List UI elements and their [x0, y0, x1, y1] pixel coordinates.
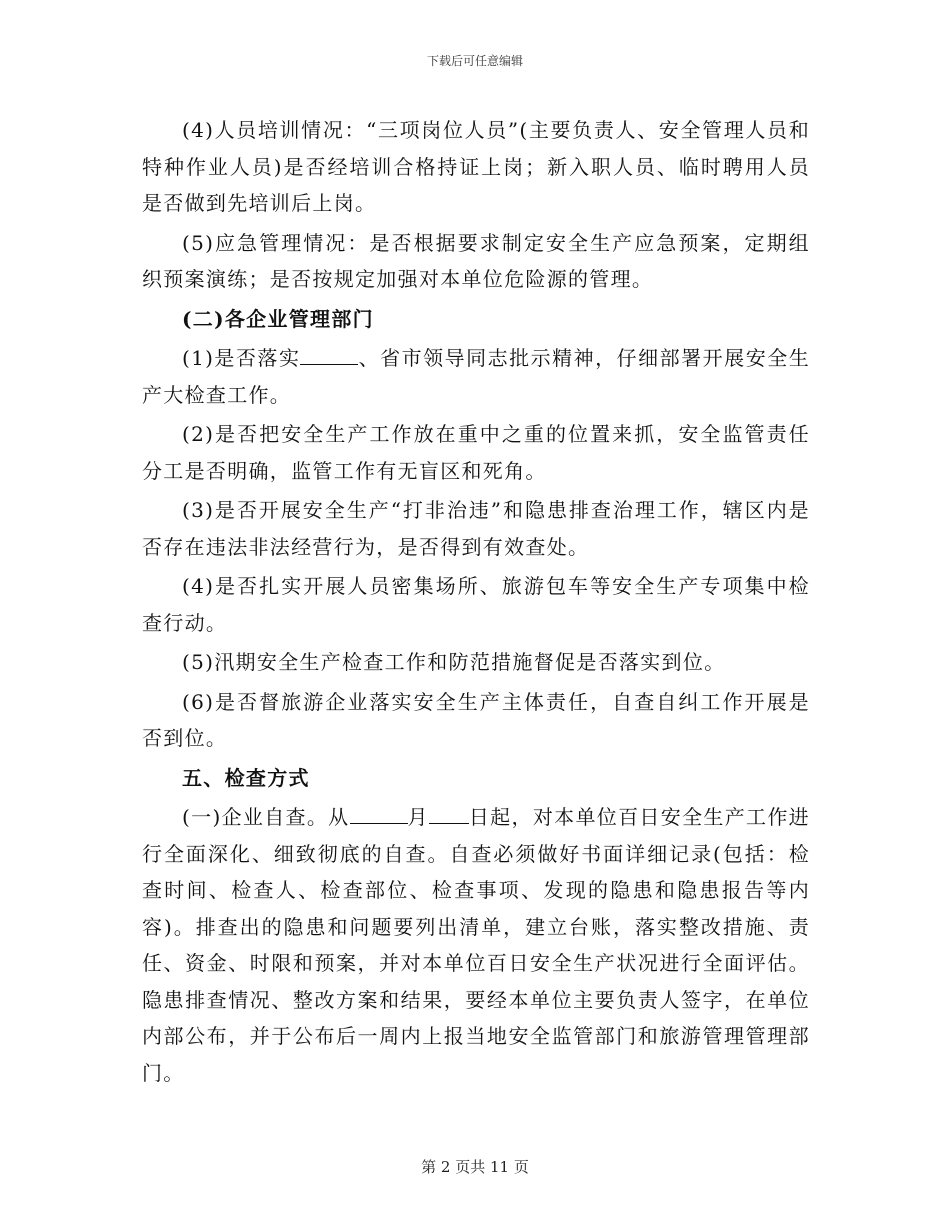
paragraph-dept-4: (4)是否扎实开展人员密集场所、旅游包车等安全生产专项集中检查行动。: [142, 574, 810, 635]
paragraph-dept-2: (2)是否把安全生产工作放在重中之重的位置来抓，安全监管责任分工是否明确，监管工作有无盲区和死角。: [142, 422, 810, 483]
paragraph-self-check: (一)企业自查。从 月 日起，对本单位百日安全生产工作进行全面深化、细致彻底的自查。自查必须做好书面详细记录(包括：检查时间、检查人、检查部位、检查事项、发现的隐患和隐患报告等内容)。排查出的隐患和问题要列出清单，建立台账，落实整改措施、责任、资金、时限和预案，并对本单位百日安全生产状况进行全面评估。隐患排查情况、整改方案和结果，要经本单位主要负责人签字，在单位内部公布，并于公布后一周内上报当地安全监管部门和旅游管理管理部门。: [142, 799, 810, 1091]
page-header: 下载后可任意编辑: [426, 54, 523, 68]
paragraph-dept-1: (1)是否落实 、省市领导同志批示精神，仔细部署开展安全生产大检查工作。: [142, 340, 810, 413]
paragraph-dept-5: (5)汛期安全生产检查工作和防范措施督促是否落实到位。: [182, 650, 726, 674]
paragraph-training: (4)人员培训情况：“三项岗位人员”(主要负责人、安全管理人员和特种作业人员)是否经培训合格持证上岗；新入职人员、临时聘用人员是否做到先培训后上岗。: [142, 118, 810, 215]
blank-line: [300, 342, 358, 365]
blank-line: [429, 801, 469, 824]
document-body: [142, 112, 810, 1094]
paragraph-dept-6: (6)是否督旅游企业落实安全生产主体责任，自查自纠工作开展是否到位。: [142, 689, 810, 750]
section-heading-departments: (二)各企业管理部门: [182, 306, 374, 331]
blank-line: [350, 801, 408, 824]
paragraph-dept-3: (3)是否开展安全生产“打非治违”和隐患排查治理工作，辖区内是否存在违法非法经营行为，是否得到有效查处。: [142, 498, 810, 559]
section-heading-methods: 五、检查方式: [182, 765, 310, 790]
paragraph-emergency: (5)应急管理情况：是否根据要求制定安全生产应急预案，定期组织预案演练；是否按规定加强对本单位危险源的管理。: [142, 230, 810, 291]
page-footer: 第 2 页共 11 页: [421, 1158, 529, 1176]
